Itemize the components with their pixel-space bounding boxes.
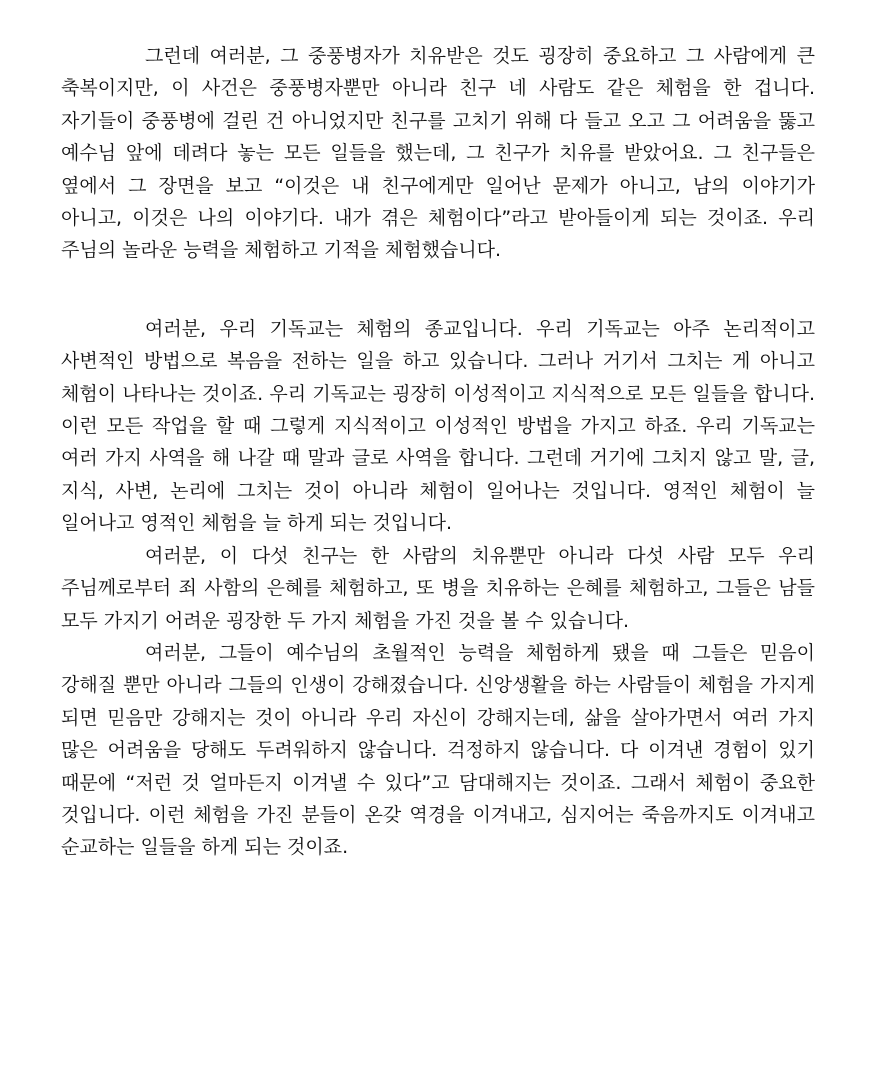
paragraph-healing-four-friends: 그런데 여러분, 그 중풍병자가 치유받은 것도 굉장히 중요하고 그 사람에게 큰 축복이지만, 이 사건은 중풍병자뿐만 아니라 친구 네 사람도 같은 체험을 한 겁니다. 자기들이 중풍병에 걸린 건 아니었지만 친구를 고치기 위해 다 들고 오고 그 어려움을 뚫고 예수님 앞에 데려다 놓는 모든 일들을 했는데, 그 친구가 치유를 받았어요. 그 친구들은 옆에서 그 장면을 보고 “이것은 내 친구에게만 일어난 문제가 아니고, 남의 이야기가 아니고, 이것은 나의 이야기다. 내가 겪은 체험이다”라고 받아들이게 되는 것이죠. 우리 주님의 놀라운 능력을 체험하고 기적을 체험했습니다. bbox=[61, 45, 815, 262]
paragraph-strengthened-faith: 여러분, 그들이 예수님의 초월적인 능력을 체험하게 됐을 때 그들은 믿음이 강해질 뿐만 아니라 그들의 인생이 강해졌습니다. 신앙생활을 하는 사람들이 체험을 가지게 되면 믿음만 강해지는 것이 아니라 우리 자신이 강해지는데, 삶을 살아가면서 여러 가지 많은 어려움을 당해도 두려워하지 않습니다. 걱정하지 않습니다. 다 이겨낸 경험이 있기 때문에 “저런 것 얼마든지 이겨낼 수 있다”고 담대해지는 것이죠. 그래서 체험이 중요한 것입니다. 이런 체험을 가진 분들이 온갖 역경을 이겨내고, 심지어는 죽음까지도 이겨내고 순교하는 일들을 하게 되는 것이죠. bbox=[61, 641, 815, 859]
paragraph-spacer bbox=[61, 267, 815, 313]
paragraph-religion-of-experience: 여러분, 우리 기독교는 체험의 종교입니다. 우리 기독교는 아주 논리적이고 사변적인 방법으로 복음을 전하는 일을 하고 있습니다. 그러나 거기서 그치는 게 아니고 체험이 나타나는 것이죠. 우리 기독교는 굉장히 이성적이고 지식적으로 모든 일들을 합니다. 이런 모든 작업을 할 때 그렇게 지식적이고 이성적인 방법을 가지고 하죠. 우리 기독교는 여러 가지 사역을 해 나갈 때 말과 글로 사역을 합니다. 그런데 거기에 그치지 않고 말, 글, 지식, 사변, 논리에 그치는 것이 아니라 체험이 일어나는 것입니다. 영적인 체험이 늘 일어나고 영적인 체험을 늘 하게 되는 것입니다. bbox=[61, 317, 815, 535]
paragraph-five-friends: 여러분, 이 다섯 친구는 한 사람의 치유뿐만 아니라 다섯 사람 모두 우리 주님께로부터 죄 사함의 은혜를 체험하고, 또 병을 치유하는 은혜를 체험하고, 그들은 남들 모두 가지기 어려운 굉장한 두 가지 체험을 가진 것을 볼 수 있습니다. bbox=[61, 544, 815, 632]
